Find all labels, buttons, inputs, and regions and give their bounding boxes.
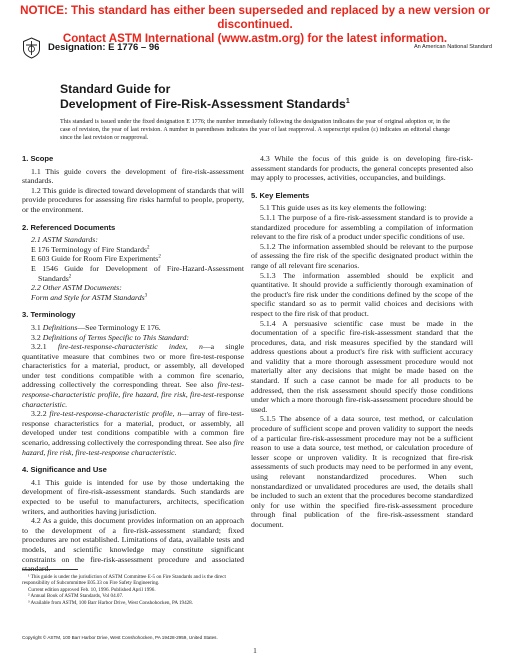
page-number: 1 xyxy=(253,646,257,655)
footnote-2: ² Annual Book of ASTM Standards, Vol 04.07. xyxy=(28,593,124,600)
section-key-elements-heading: 5. Key Elements xyxy=(251,190,310,200)
paragraph-3-2-2: 3.2.2 fire-test-response-characteristic profile, n—array of fire-test-response characteristics for a material, product, or assembly, all developed under test conditions compatible with a common fire scenario, addressing collectively the corresponding threat. See also fire hazard, fire risk, fire-test-response characteristic. xyxy=(22,409,244,457)
section-terminology-heading: 3. Terminology xyxy=(22,310,76,320)
document-header xyxy=(22,37,492,59)
copyright-line: Copyright © ASTM, 100 Barr Harbor Drive, West Conshohocken, PA 19428-2959, United States. xyxy=(22,635,218,640)
ansi-label: An American National Standard xyxy=(413,44,492,50)
section-significance-heading: 4. Significance and Use xyxy=(22,465,107,475)
title-main: Development of Fire-Risk-Assessment Standards xyxy=(60,97,346,111)
notice-line-1: NOTICE: This standard has either been superseded and replaced by a new version or discontinued. xyxy=(20,4,490,31)
paragraph-4-3: 4.3 While the focus of this guide is on developing fire-risk-assessment standards for products, the general concepts presented also may apply to processes, activities, occupancies, and buildings. xyxy=(251,154,473,183)
designation-preamble: This standard is issued under the fixed designation E 1776; the number immediately following the designation indicates the year of original adoption or, in the case of revision, the year of last revision. A number in parentheses indicates the year of last reapproval. A superscript epsilon (ε) indicates an editorial change since the last revision or reapproval. xyxy=(60,119,450,141)
footnote-3: ³ Available from ASTM, 100 Barr Harbor Drive, West Conshohocken, PA 19428. xyxy=(28,599,193,606)
paragraph-4-2: 4.2 As a guide, this document provides information on an approach to the development of a fire-risk-assessment standard; fixed procedures are not established. Limitations of data, available tests and models, and scientific knowledge may constitute significant constraints on the fire-risk-assessment procedure and associated standard. xyxy=(22,516,244,574)
paragraph-1-2: 1.2 This guide is directed toward development of standards that will provide procedures for assessing fire risks harmful to people, property, or the environment. xyxy=(22,185,244,214)
paragraph-5-1: 5.1 This guide uses as its key elements the following: xyxy=(260,203,427,213)
paragraph-5-1-2: 5.1.2 The information assembled should be relevant to the purpose of assessing the fire risk of the specific designated product within the range of all relevant fire scenarios. xyxy=(251,241,473,270)
paragraph-5-1-3: 5.1.3 The information assembled should be explicit and quantitative. It should provide a sufficiently thorough examination of the product's fire risk under the conditions defined by the scope of the specific standard so as to permit valid choices and decisions with respect to the fire risk of that product. xyxy=(251,270,473,318)
right-column xyxy=(251,154,473,530)
paragraph-2-2: 2.2 Other ASTM Documents: xyxy=(31,283,122,293)
paragraph-5-1-1: 5.1.1 The purpose of a fire-risk-assessment standard is to provide a standardized procedure for assembling a compilation of information relevant to the fire risk of a product under specific conditions of use. xyxy=(251,212,473,242)
designation: Designation: E 1776 – 96 xyxy=(48,42,160,53)
reference-item: E 603 Guide for Room Fire Experiments$^2$ xyxy=(31,254,161,264)
reference-item: E 1546 Guide for Development of Fire-Hazard-Assessment Standards$^2$ xyxy=(31,263,244,283)
paragraph-5-1-4: 5.1.4 A persuasive scientific case must be made in the documentation of a specific fire-risk-assessment standard that the procedures, data, and risk measures specified by the standard will address questions about a product's fire risk with sufficient accuracy and validity that a more thorough assessment procedure would not materially alter any decisions that might be made based on the standard. If such a case cannot be made for all products to be addressed, then the risk assessment should specify those conditions under which a more thorough fire-risk-assessment procedure should be used. xyxy=(251,318,473,414)
section-references-heading: 2. Referenced Documents xyxy=(22,222,116,232)
notice-line-2: Contact ASTM International (www.astm.org) for the latest information. xyxy=(62,32,448,45)
astm-logo-icon xyxy=(22,37,41,59)
left-column xyxy=(22,154,244,574)
title-line-1: Standard Guide for xyxy=(60,82,171,96)
document-title xyxy=(60,82,440,112)
paragraph-3-2: 3.2 Definitions of Terms Specific to This Standard: xyxy=(31,332,189,342)
paragraph-3-2-1: 3.2.1 fire-test-response-characteristic index, n—a single quantitative measure that combines two or more fire-test-response characteristics for a material, product, or assembly, all developed under test conditions compatible with a common fire scenario, addressing collectively the corresponding threat. See also fire-test-response-characteristic profile, fire hazard, fire risk, fire-test-response characteristic. xyxy=(22,342,244,409)
paragraph-2-1: 2.1 ASTM Standards: xyxy=(31,235,98,245)
title-line-2 xyxy=(60,97,440,112)
paragraph-1-1: 1.1 This guide covers the development of fire-risk-assessment standards. xyxy=(22,166,244,186)
footnote-1: ¹ This guide is under the jurisdiction of ASTM Committee E-5 on Fire Standards and is the direct responsibility of Subcommittee E05.33 on Fire Safety Engineering. xyxy=(22,574,226,587)
footnote-divider xyxy=(22,569,78,570)
paragraph-5-1-5: 5.1.5 The absence of a data source, test method, or calculation procedure of sufficient scope and proven validity to support the needs of a particular fire-risk-assessment procedure may not be a sufficient reason to use a data source, test method, or calculation procedure of lesser scope or unproven validity. It is recognized that fire-risk assessments of such products may need to be performed in any event, using relevant nonstandardized procedures. When such nonstandardized or unvalidated procedures are used, the details shall be included to such an extent that the procedures become standardized only for use within the specified fire-risk-assessment procedure through final publication of the fire-risk-assessment standard document. xyxy=(251,414,473,529)
footnote-1-edition: Current edition approved Feb. 10, 1996. Published April 1996. xyxy=(28,586,156,593)
paragraph-4-1: 4.1 This guide is intended for use by those undertaking the development of fire-risk-assessment standards. Such standards are expected to be useful to manufacturers, architects, specification writers, and authorities having jurisdiction. xyxy=(22,477,244,516)
paragraph-3-1: 3.1 Definitions—See Terminology E 176. xyxy=(31,322,161,332)
section-scope-heading: 1. Scope xyxy=(22,154,54,163)
reference-item: Form and Style for ASTM Standards$^3$ xyxy=(31,292,148,302)
footnotes xyxy=(22,574,244,606)
title-footnote-mark: 1 xyxy=(345,97,350,105)
reference-item: E 176 Terminology of Fire Standards$^2$ xyxy=(31,244,150,254)
